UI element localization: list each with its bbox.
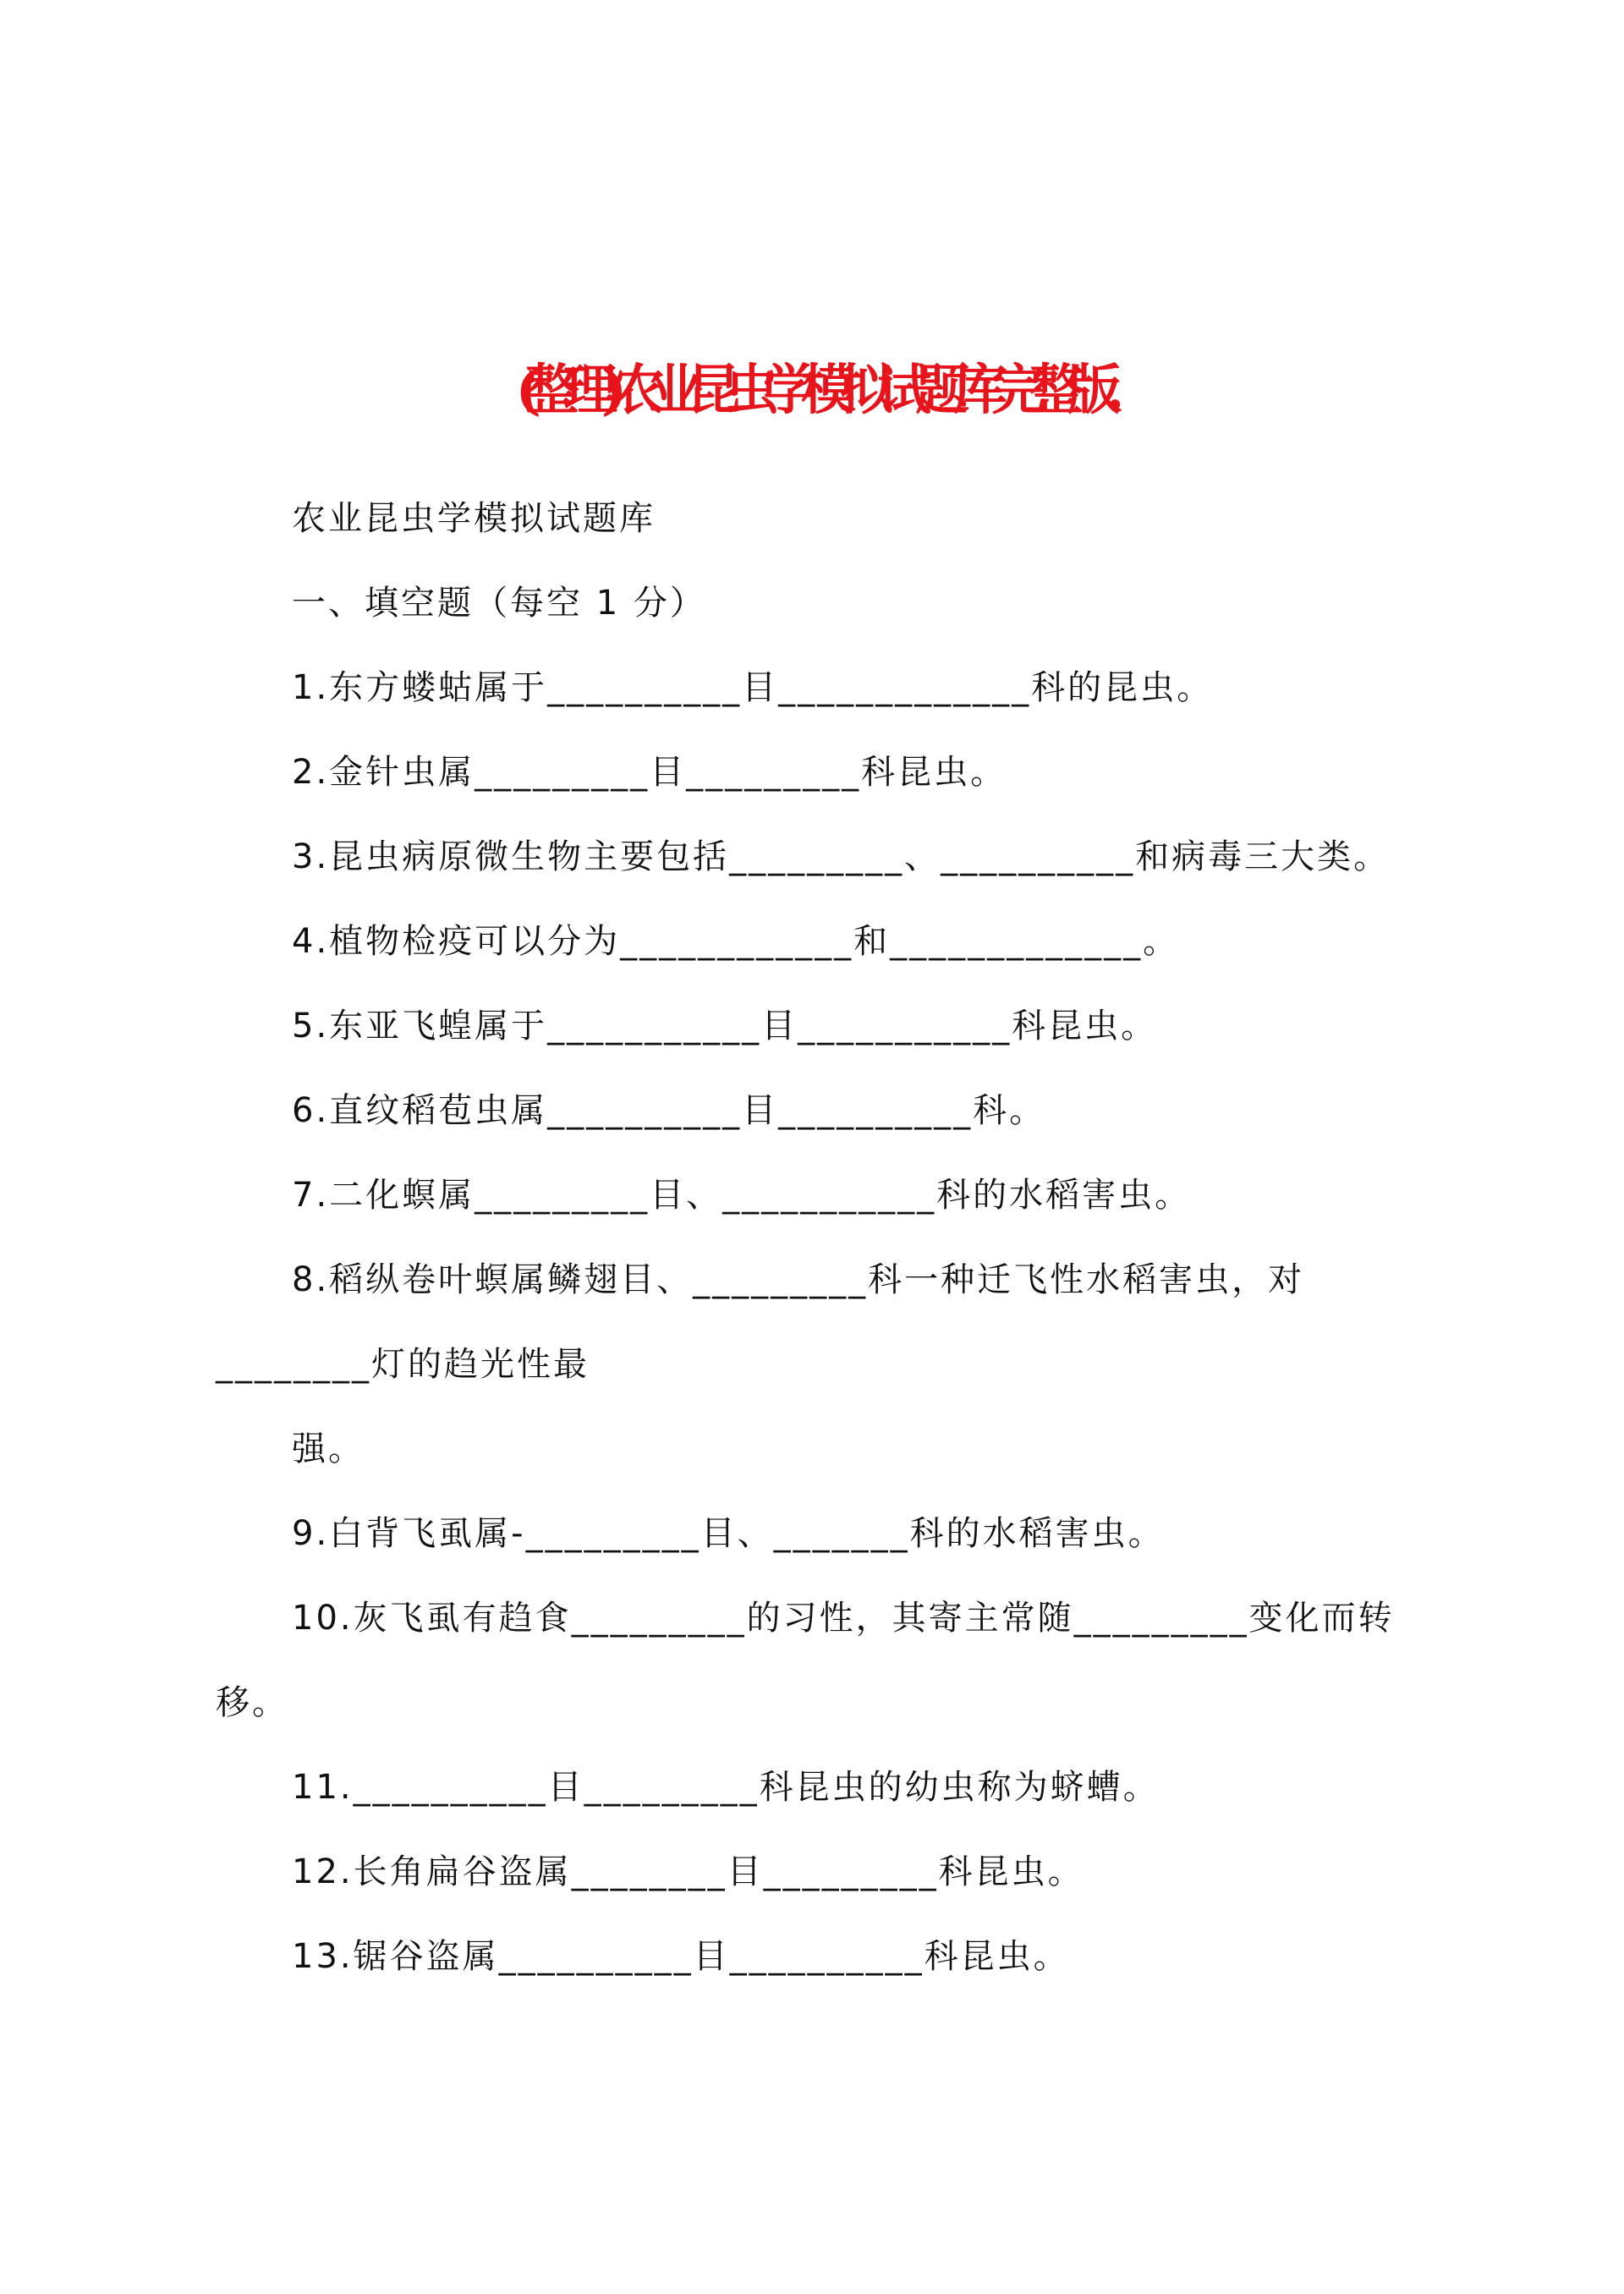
question-line: 13.锯谷盗属__________目__________科昆虫。 [292, 1937, 1070, 1976]
question-line: 12.长角扁谷盗属________目_________科昆虫。 [292, 1852, 1084, 1891]
question-line-continuation: ________灯的趋光性最 [216, 1345, 590, 1384]
question-line: 11.__________目_________科昆虫的幼虫称为蛴螬。 [292, 1768, 1160, 1807]
question-line-continuation: 强。 [292, 1430, 365, 1468]
question-line: 7.二化螟属_________目、___________科的水稻害虫。 [292, 1176, 1192, 1215]
question-line-continuation: 移。 [216, 1683, 288, 1722]
question-line: 2.金针虫属_________目_________科昆虫。 [292, 753, 1007, 792]
question-line: 10.灰飞虱有趋食_________的习性，其寄主常随_________变化而转 [292, 1599, 1395, 1638]
question-line: 4.植物检疫可以分为____________和_____________。 [292, 922, 1180, 961]
question-line: 9.白背飞虱属-_________目、_______科的水稻害虫。 [292, 1514, 1165, 1553]
section-heading: 一、填空题（每空 1 分） [292, 584, 706, 623]
question-line: 1.东方蝼蛄属于__________目_____________科的昆虫。 [292, 668, 1214, 707]
question-line: 5.东亚飞蝗属于___________目___________科昆虫。 [292, 1007, 1158, 1045]
question-line: 6.直纹稻苞虫属__________目__________科。 [292, 1091, 1046, 1130]
question-line: 8.稻纵卷叶螟属鳞翅目、_________科一种迁飞性水稻害虫，对 [292, 1260, 1305, 1299]
question-line: 3.昆虫病原微生物主要包括_________、__________和病毒三大类。 [292, 837, 1391, 876]
document-subtitle: 农业昆虫学模拟试题库 [292, 499, 656, 538]
document-title: (整理)农业昆虫学模拟试题库完整版. [515, 359, 1109, 422]
